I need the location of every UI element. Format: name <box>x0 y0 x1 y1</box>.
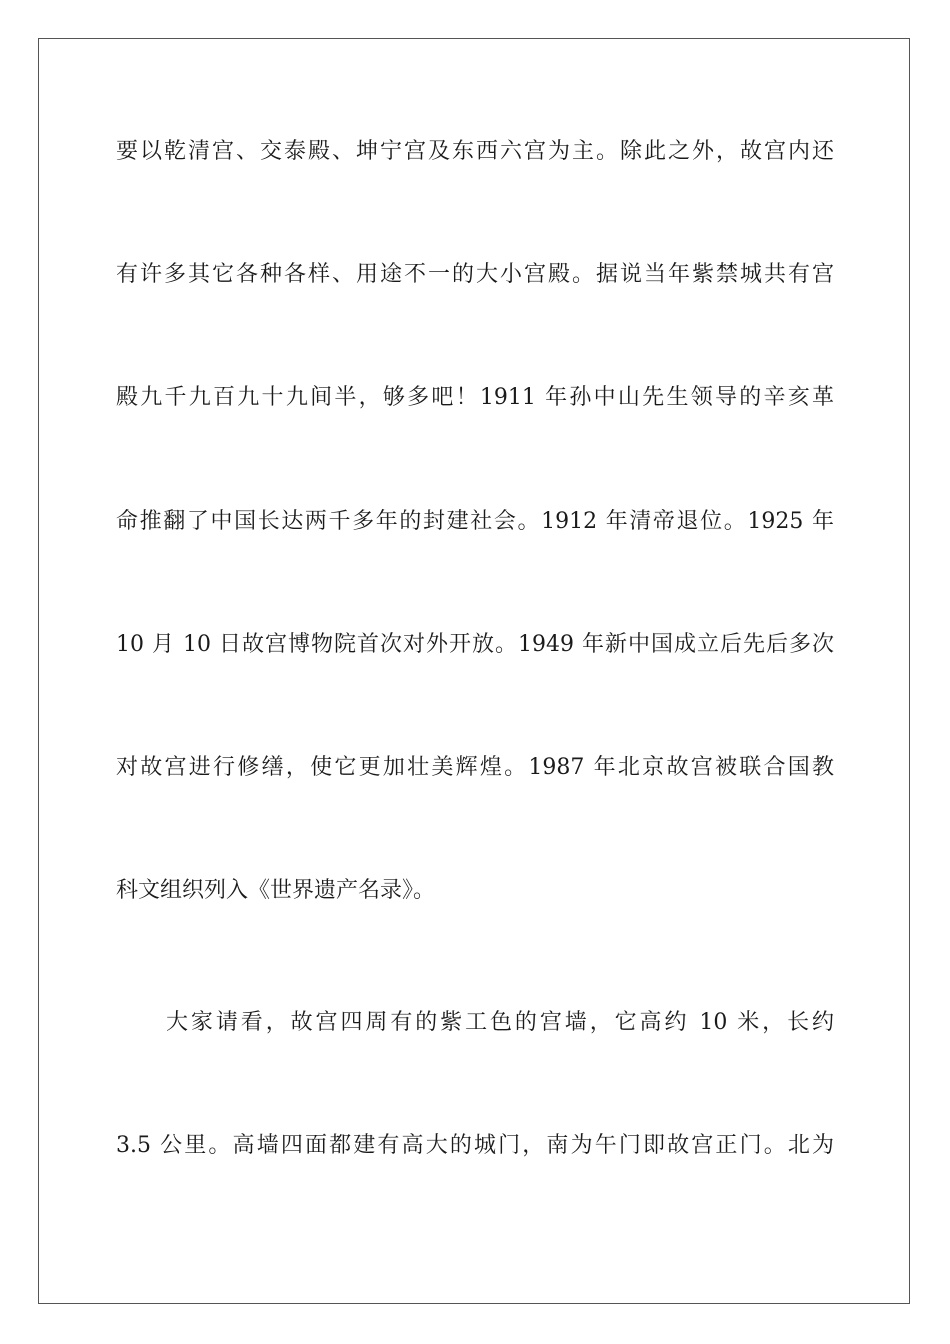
text-line-2: 有许多其它各种各样、用途不一的大小宫殿。据说当年紫禁城共有宫 <box>116 262 834 287</box>
text-line-1: 要以乾清宫、交泰殿、坤宁宫及东西六宫为主。除此之外，故宫内还 <box>116 139 834 164</box>
paragraph-2-line-1: 大家请看，故宫四周有的紫工色的宫墙，它高约 10 米，长约 <box>166 1010 834 1035</box>
text-line-3: 殿九千九百九十九间半，够多吧！1911 年孙中山先生领导的辛亥革 <box>116 385 834 410</box>
text-line-6: 对故宫进行修缮，使它更加壮美辉煌。1987 年北京故宫被联合国教 <box>116 755 834 780</box>
paragraph-2-line-2: 3.5 公里。高墙四面都建有高大的城门，南为午门即故宫正门。北为 <box>116 1133 834 1158</box>
page-border <box>38 38 910 1304</box>
text-line-5: 10 月 10 日故宫博物院首次对外开放。1949 年新中国成立后先后多次 <box>116 632 834 657</box>
text-line-4: 命推翻了中国长达两千多年的封建社会。1912 年清帝退位。1925 年 <box>116 509 834 534</box>
text-line-7: 科文组织列入《世界遗产名录》。 <box>116 878 436 903</box>
